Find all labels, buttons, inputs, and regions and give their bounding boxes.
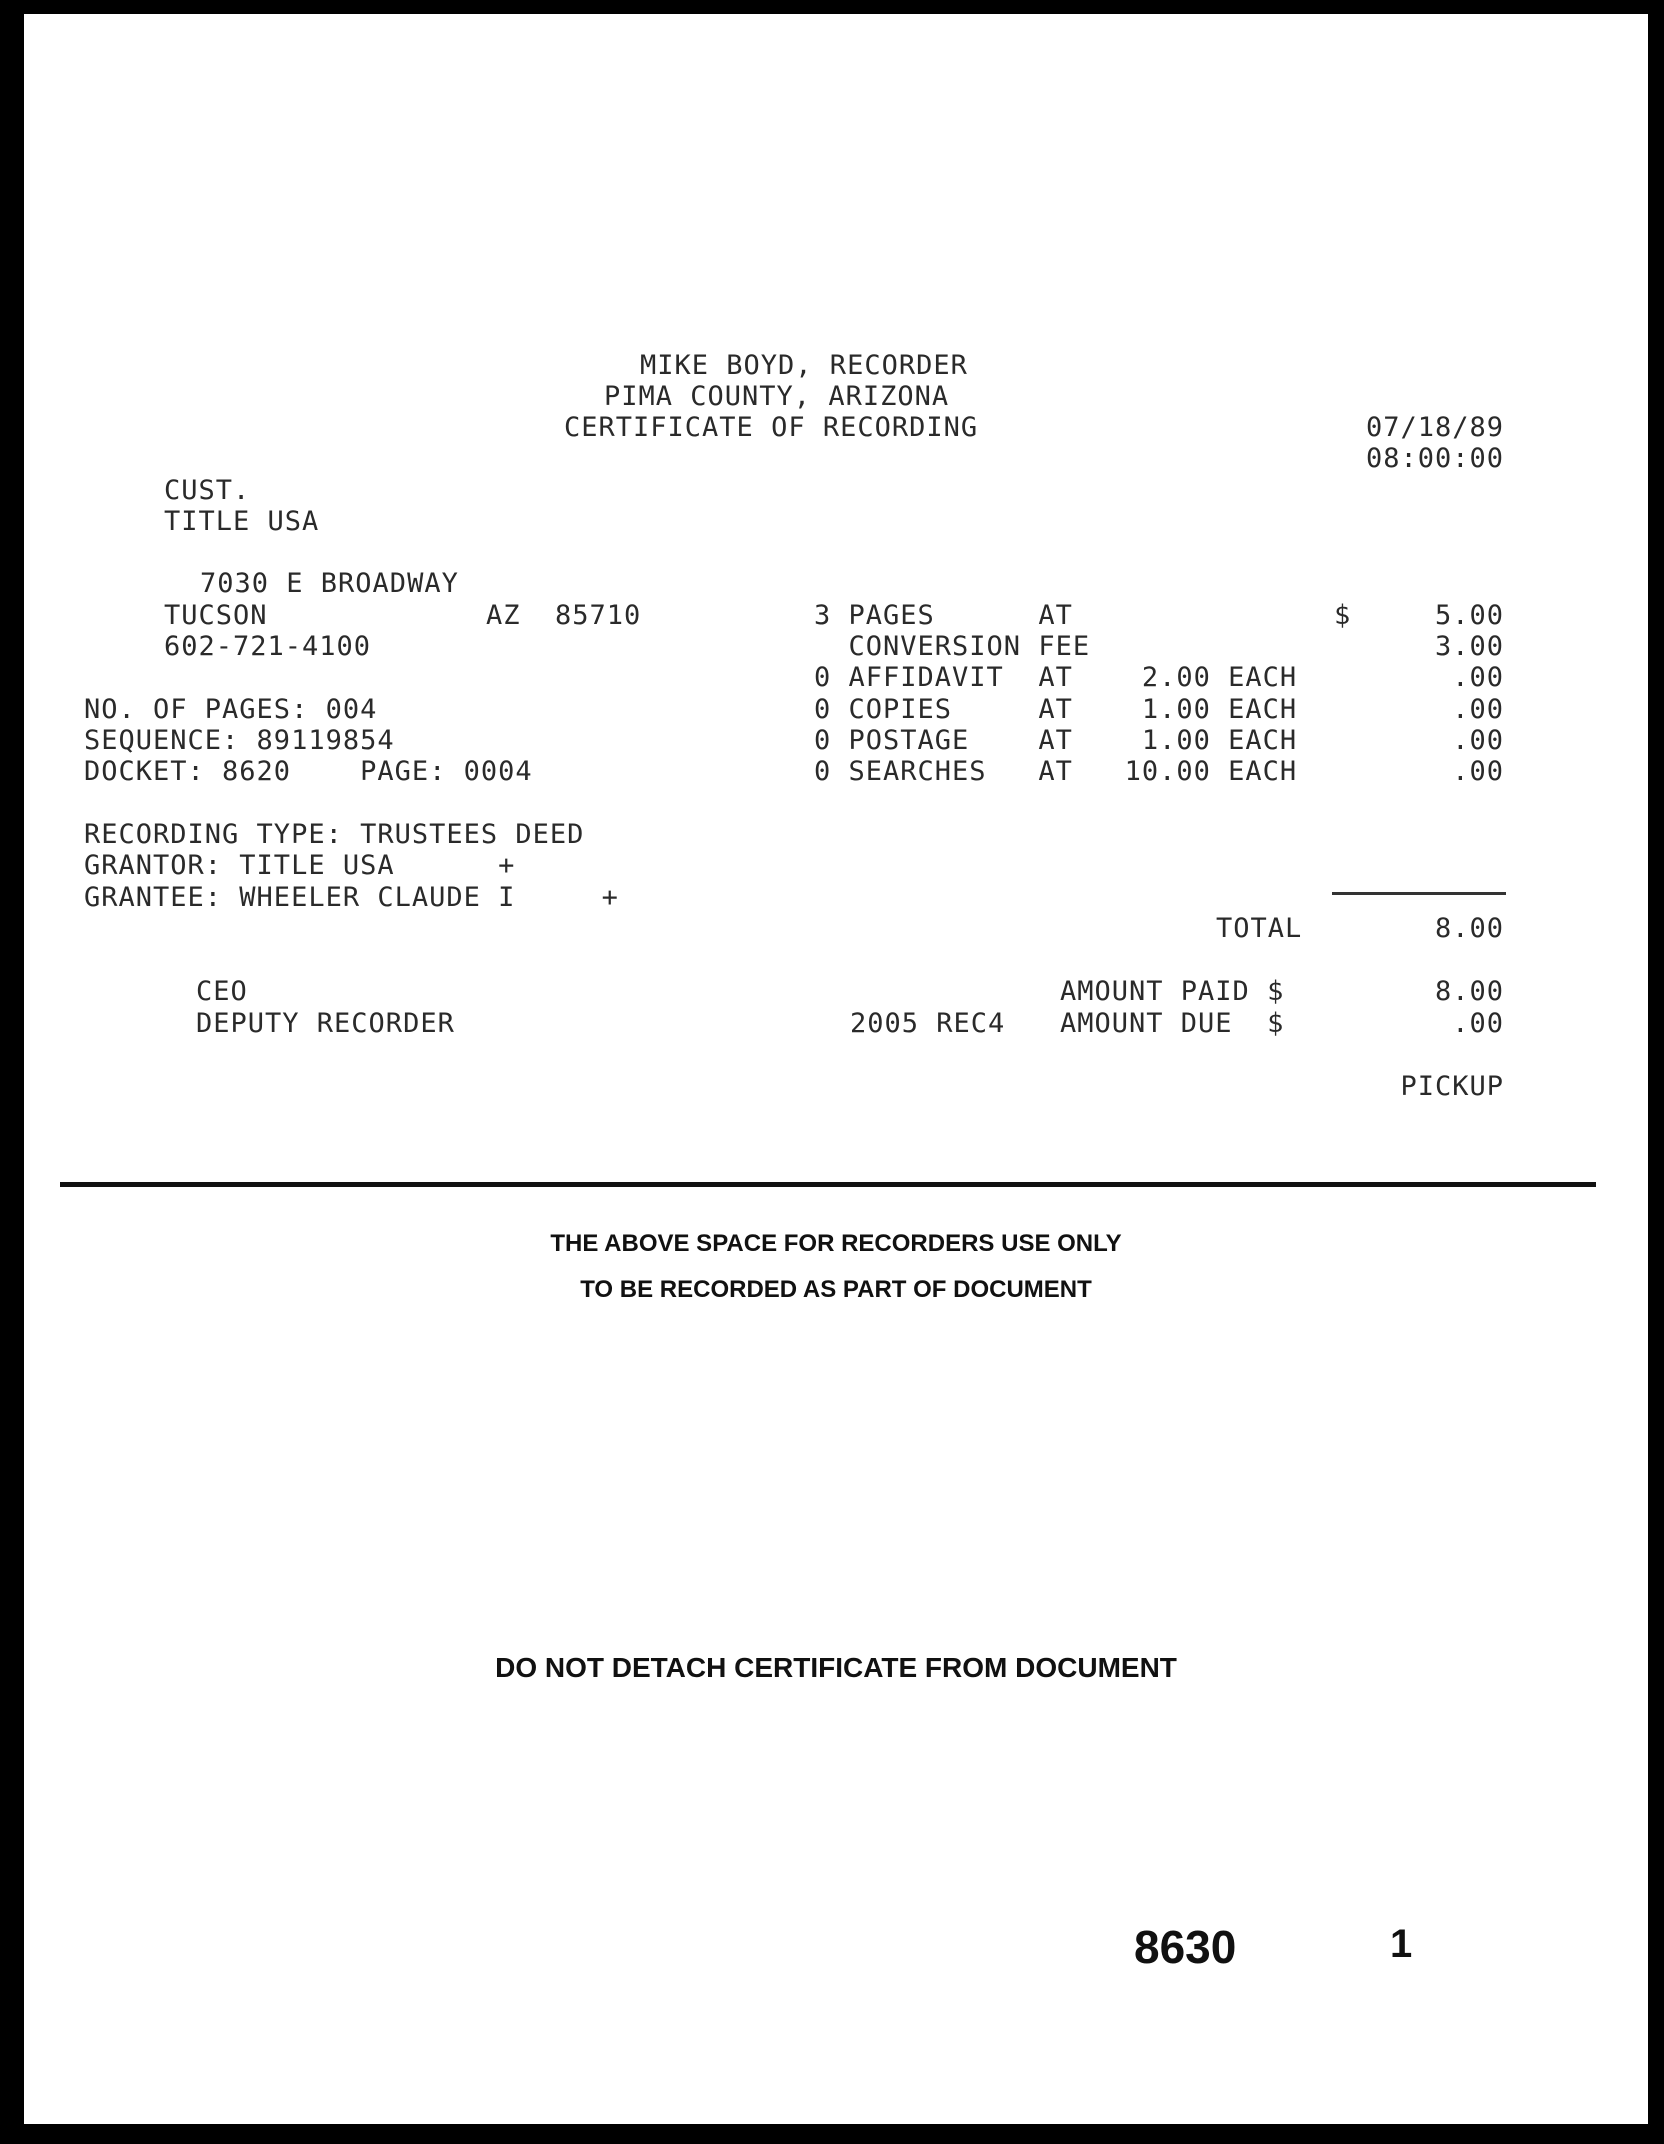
recorded-notice: TO BE RECORDED AS PART OF DOCUMENT — [580, 1276, 1092, 1303]
amount-paid-value: 8.00 — [1434, 976, 1504, 1007]
county-name: PIMA COUNTY, ARIZONA — [604, 381, 950, 412]
amount-paid-label: AMOUNT PAID $ — [1060, 976, 1285, 1007]
certificate-page — [24, 14, 1648, 2124]
customer-phone: 602-721-4100 — [164, 631, 372, 662]
record-date: 07/18/89 — [1365, 412, 1504, 443]
amount-due-value: .00 — [1452, 1008, 1504, 1039]
record-time: 08:00:00 — [1365, 443, 1504, 474]
page-count: NO. OF PAGES: 004 — [84, 694, 378, 725]
fee-description: 0 COPIES AT 1.00 EACH — [814, 694, 1298, 725]
total-value: 8.00 — [1434, 913, 1504, 944]
customer-label: CUST. — [164, 475, 251, 506]
amount-due-label: AMOUNT DUE $ — [1060, 1008, 1285, 1039]
fee-amount: 5.00 — [1434, 600, 1504, 631]
docket-info: DOCKET: 8620 PAGE: 0004 — [84, 756, 533, 787]
do-not-detach-notice: DO NOT DETACH CERTIFICATE FROM DOCUMENT — [495, 1652, 1177, 1683]
fee-description: 0 SEARCHES AT 10.00 EACH — [814, 756, 1298, 787]
recorder-name: MIKE BOYD, RECORDER — [640, 350, 968, 381]
sequence-number: SEQUENCE: 89119854 — [84, 725, 395, 756]
certificate-title: CERTIFICATE OF RECORDING — [564, 412, 979, 443]
document-number: 8630 — [1134, 1921, 1237, 1973]
grantee: GRANTEE: WHEELER CLAUDE I + — [84, 882, 619, 913]
fee-description: 0 AFFIDAVIT AT 2.00 EACH — [814, 662, 1298, 693]
fee-amount: .00 — [1452, 756, 1504, 787]
fee-amount: 3.00 — [1434, 631, 1504, 662]
deputy-title: DEPUTY RECORDER — [196, 1008, 455, 1039]
total-rule — [1332, 892, 1506, 895]
customer-name: TITLE USA — [164, 506, 320, 537]
customer-address: 7030 E BROADWAY — [200, 568, 459, 599]
fee-amount: .00 — [1452, 662, 1504, 693]
dollar-sign: $ — [1334, 600, 1352, 631]
customer-state-zip: AZ 85710 — [486, 600, 642, 631]
pickup-label: PICKUP — [1400, 1071, 1504, 1102]
recording-type: RECORDING TYPE: TRUSTEES DEED — [84, 819, 585, 850]
grantor: GRANTOR: TITLE USA + — [84, 850, 516, 881]
above-space-notice: THE ABOVE SPACE FOR RECORDERS USE ONLY — [550, 1230, 1122, 1257]
deputy-initials: CEO — [196, 976, 248, 1007]
divider-line — [60, 1182, 1596, 1187]
total-label: TOTAL — [1216, 913, 1303, 944]
fee-description: 3 PAGES AT — [814, 600, 1073, 631]
customer-city: TUCSON — [164, 600, 268, 631]
fee-description: CONVERSION FEE — [814, 631, 1091, 662]
fee-amount: .00 — [1452, 725, 1504, 756]
fee-amount: .00 — [1452, 694, 1504, 725]
fee-description: 0 POSTAGE AT 1.00 EACH — [814, 725, 1298, 756]
page-number: 1 — [1390, 1922, 1413, 1966]
register-id: 2005 REC4 — [850, 1008, 1006, 1039]
